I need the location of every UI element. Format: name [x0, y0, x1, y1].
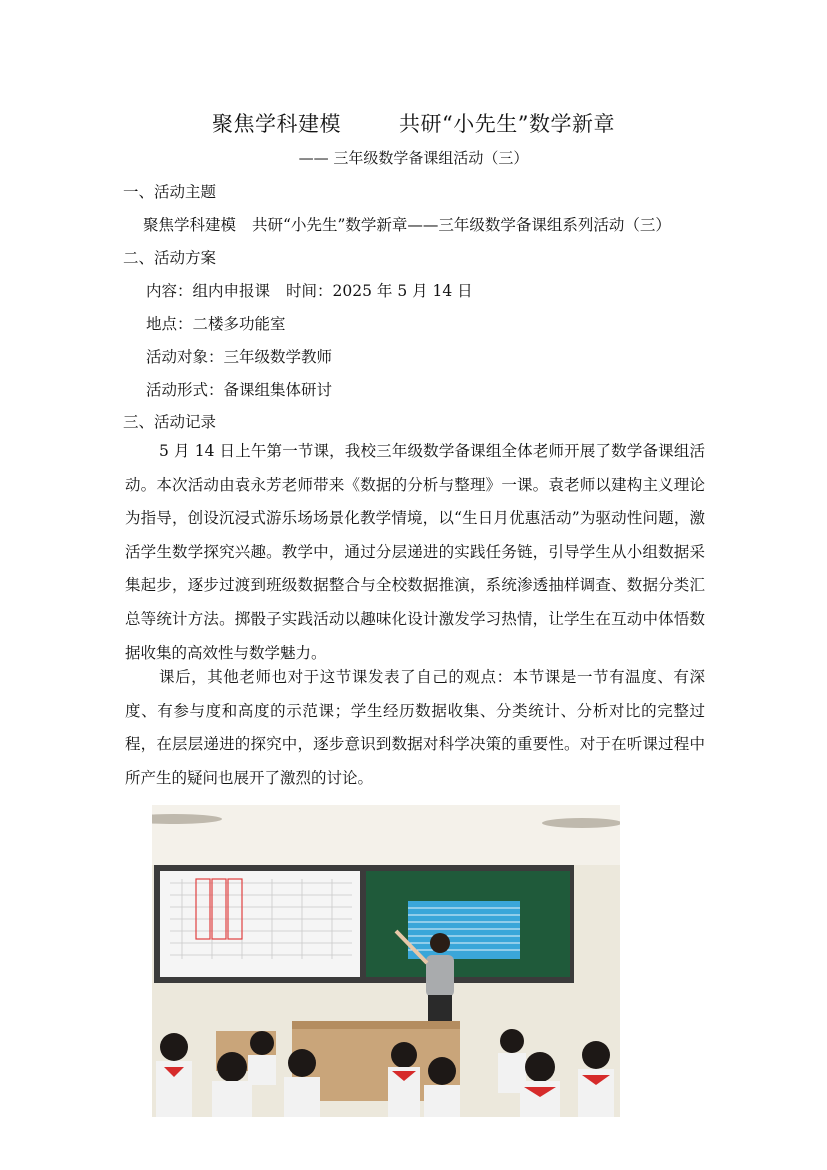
plan-format: 活动形式：备课组集体研讨 — [146, 381, 333, 399]
section1-heading: 一、活动主题 — [123, 183, 217, 201]
theme-part-b: 共研“小先生”数学新章——三年级数学备课组系列活动（三） — [252, 216, 671, 234]
section2-heading: 二、活动方案 — [123, 249, 217, 267]
title-part2: 共研“小先生”数学新章 — [399, 112, 615, 136]
document-subtitle: —— 三年级数学备课组活动（三） — [298, 149, 529, 167]
plan-content: 内容：组内申报课 — [146, 282, 271, 300]
section1-theme — [143, 213, 671, 235]
plan-content-time — [146, 279, 473, 301]
record-paragraph-1: 5 月 14 日上午第一节课，我校三年级数学备课组全体老师开展了数学备课组活动。本次活动由袁永芳老师带来《数据的分析与整理》一课。袁老师以建构主义理论为指导，创设沉浸式游乐场场景化教学情境，以“生日月优惠活动”为驱动性问题，激活学生数学探究兴趣。教学中，通过分层递进的实践任务链，引导学生从小组数据采集起步，逐步过渡到班级数据整合与全校数据推演，系统渗透抽样调查、数据分类汇总等统计方法。掷骰子实践活动以趣味化设计激发学习热情，让学生在互动中体悟数据收集的高效性与数学魅力。 — [125, 442, 705, 662]
classroom-photo — [152, 805, 620, 1117]
record-paragraph-2: 课后，其他老师也对于这节课发表了自己的观点：本节课是一节有温度、有深度、有参与度和高度的示范课；学生经历数据收集、分类统计、分析对比的完整过程，在层层递进的探究中，逐步意识到数据对科学决策的重要性。对于在听课过程中所产生的疑问也展开了激烈的讨论。 — [125, 668, 705, 787]
plan-time: 时间：2025 年 5 月 14 日 — [286, 282, 473, 300]
theme-part-a: 聚焦学科建模 — [143, 216, 237, 234]
document-title — [0, 108, 827, 138]
plan-audience: 活动对象：三年级数学教师 — [146, 348, 333, 366]
plan-location: 地点：二楼多功能室 — [146, 315, 286, 333]
title-part1: 聚焦学科建模 — [212, 112, 341, 136]
section3-heading: 三、活动记录 — [123, 413, 217, 431]
